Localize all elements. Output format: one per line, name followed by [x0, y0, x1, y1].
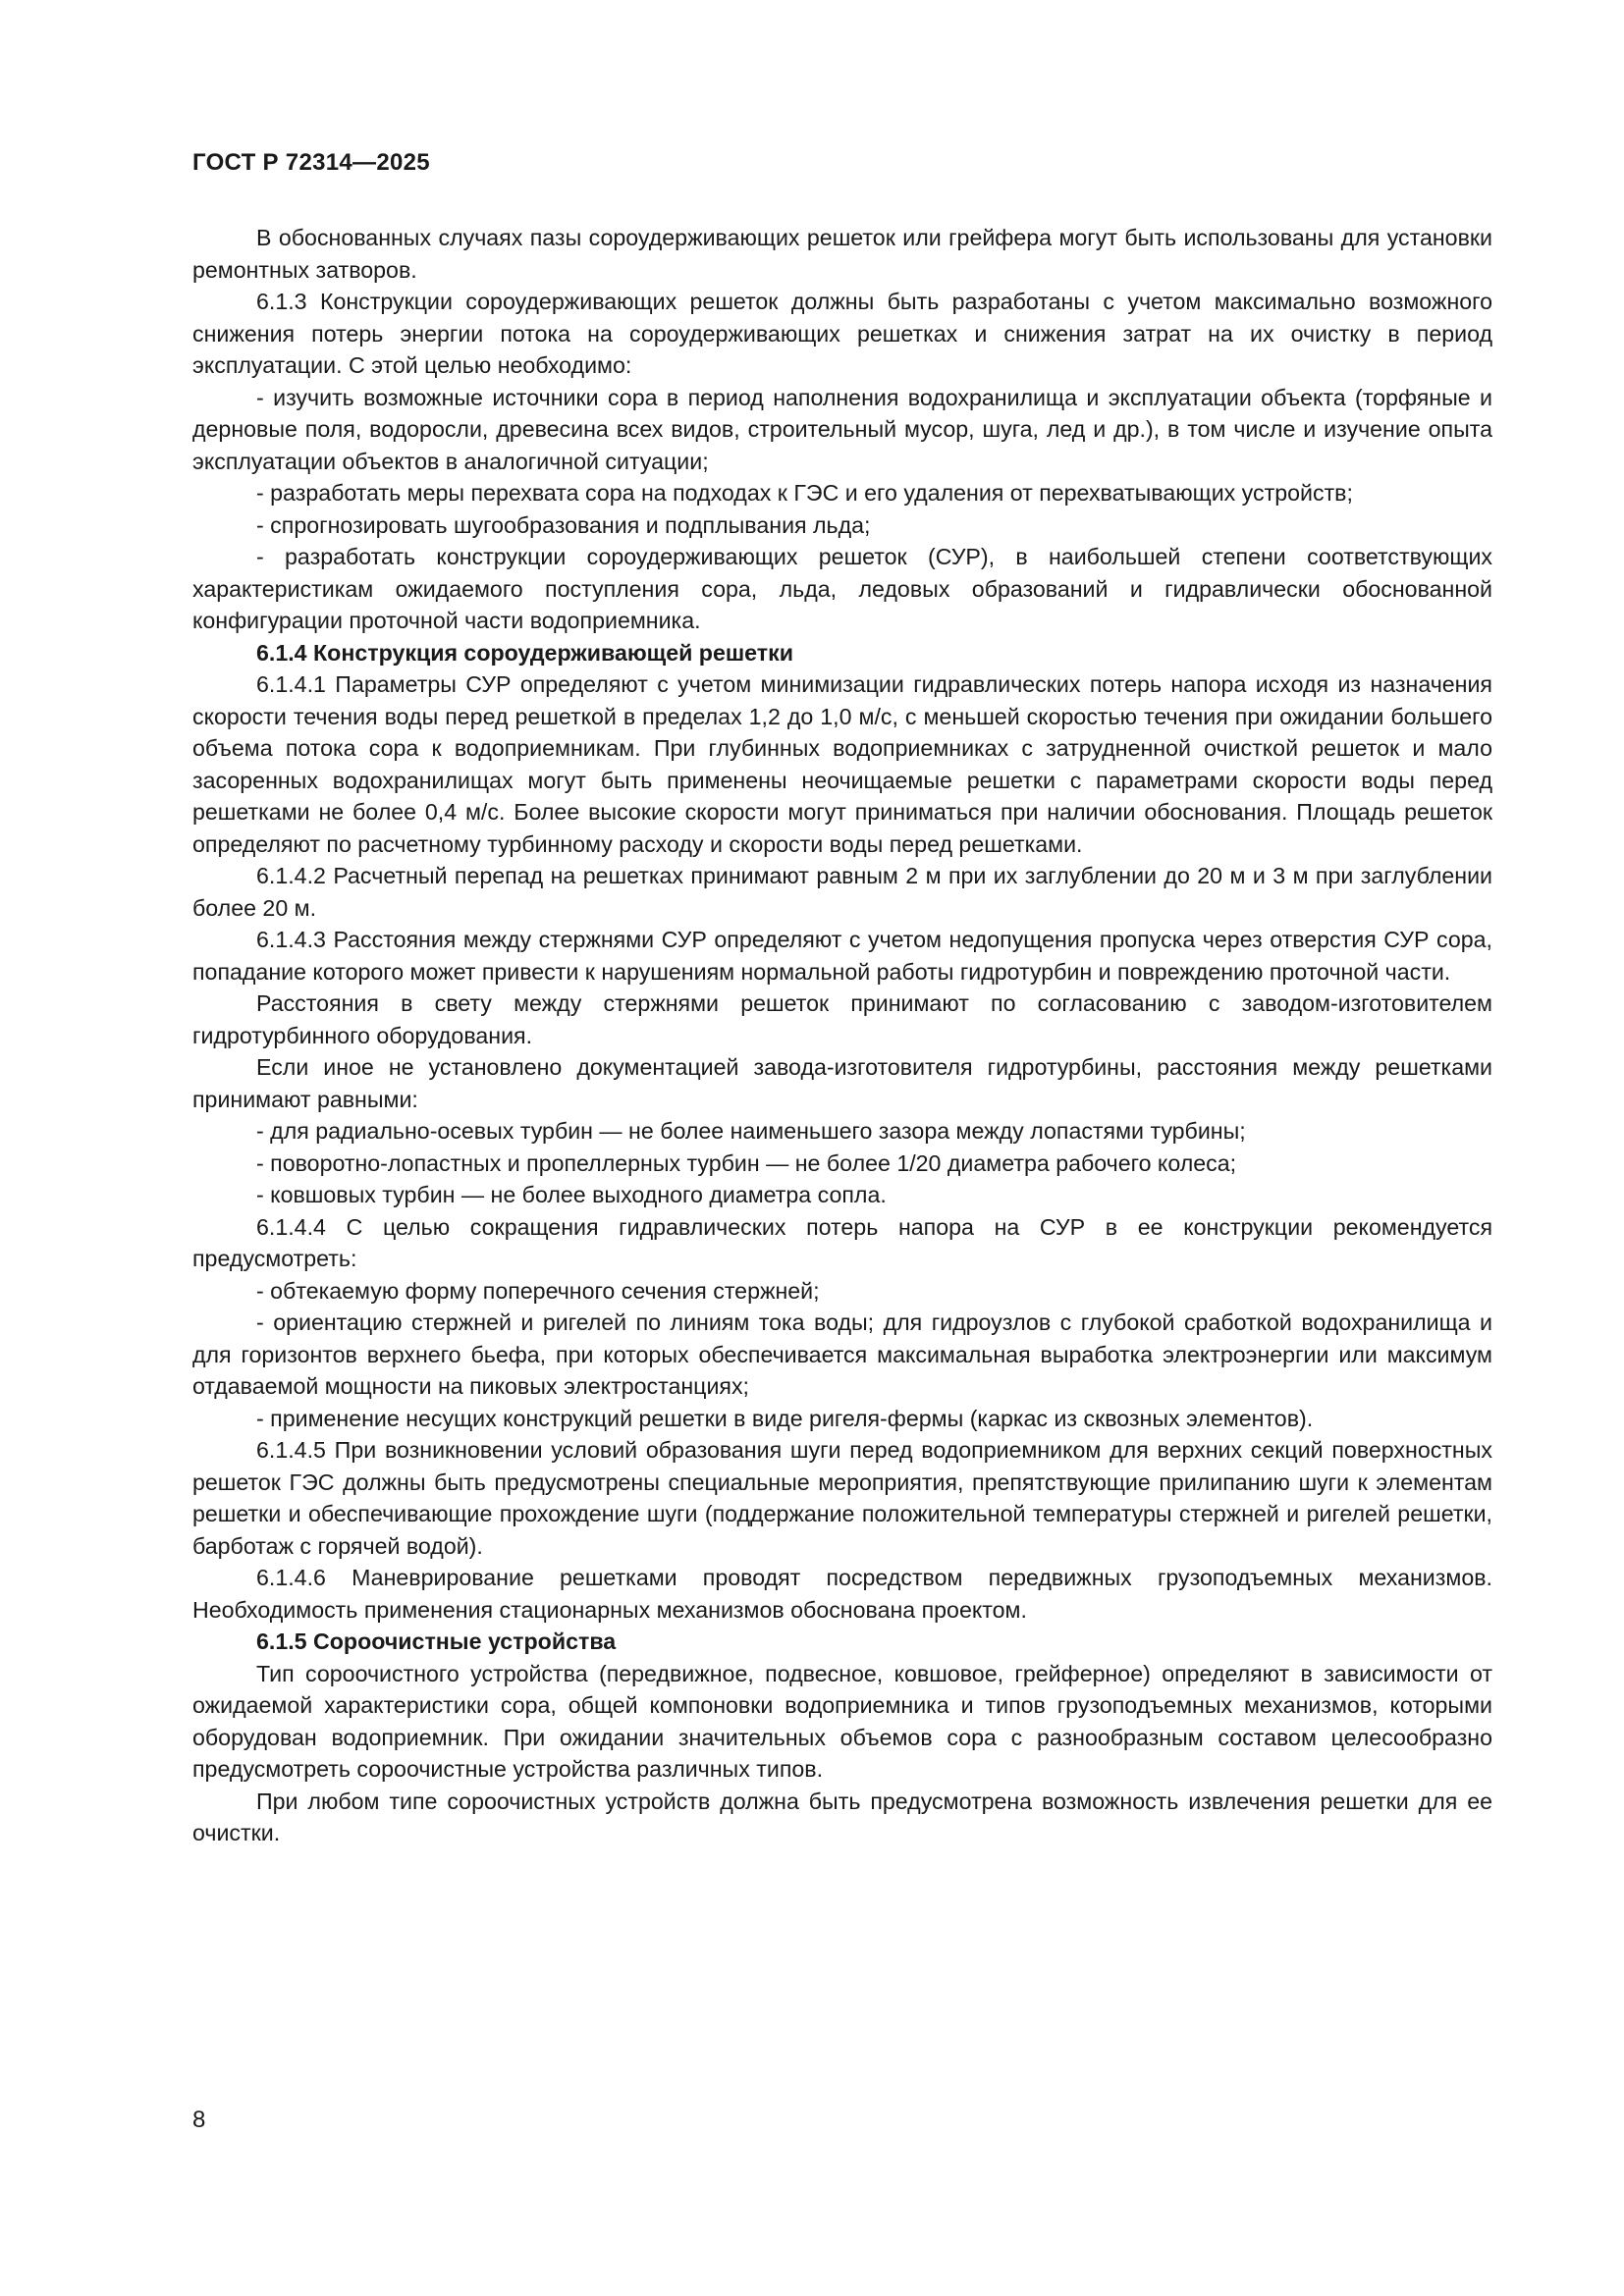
paragraph: Расстояния в свету между стержнями решеток принимают по согласованию с заводом-изготовителем гидротурбинного оборудования. — [192, 990, 1492, 1048]
list-item: - обтекаемую форму поперечного сечения стержней; — [256, 1277, 820, 1304]
paragraph: 6.1.4.3 Расстояния между стержнями СУР определяют с учетом недопущения пропуска через отверстия СУР сора, попадание которого может привести к нарушениям нормальной работы гидротурбин и повреждению проточной части. — [192, 927, 1492, 985]
list-item: - ориентацию стержней и ригелей по линиям тока воды; для гидроузлов с глубокой сработкой водохранилища и для горизонтов верхнего бьефа, при которых обеспечивается максимальная выработка электроэнергии или максимум отдаваемой мощности на пиковых электростанциях; — [192, 1309, 1492, 1399]
paragraph: 6.1.4.6 Маневрирование решетками проводят посредством передвижных грузоподъемных механизмов. Необходимость применения стационарных механизмов обоснована проектом. — [192, 1565, 1492, 1623]
paragraph: 6.1.4.1 Параметры СУР определяют с учетом минимизации гидравлических потерь напора исходя из назначения скорости течения воды перед решеткой в пределах 1,2 до 1,0 м/с, с меньшей скоростью течения при ожидании большего объема потока сора к водоприемникам. При глубинных водоприемниках с затрудненной очисткой решеток и мало засоренных водохранилищах могут быть применены неочищаемые решетки с параметрами скорости воды перед решетками не более 0,4 м/с. Более высокие скорости могут приниматься при наличии обоснования. Площадь решеток определяют по расчетному турбинному расходу и скорости воды перед решетками. — [192, 671, 1492, 857]
list-item: - спрогнозировать шугообразования и подплывания льда; — [256, 511, 871, 538]
document-header: ГОСТ Р 72314—2025 — [192, 149, 430, 176]
page-number: 8 — [192, 2107, 206, 2133]
paragraph: В обоснованных случаях пазы сороудерживающих решеток или грейфера могут быть использованы для установки ремонтных затворов. — [192, 225, 1492, 283]
paragraph: Тип сороочистного устройства (передвижное, подвесное, ковшовое, грейферное) определяют в зависимости от ожидаемой характеристики сора, общей компоновки водоприемника и типов грузоподъемных механизмов, которыми оборудован водоприемник. При ожидании значительных объемов сора с разнообразным составом целесообразно предусмотреть сороочистные устройства различных типов. — [192, 1660, 1492, 1782]
section-heading: 6.1.4 Конструкция сороудерживающей решетки — [256, 639, 793, 666]
paragraph: 6.1.4.5 При возникновении условий образования шуги перед водоприемником для верхних секций поверхностных решеток ГЭС должны быть предусмотрены специальные мероприятия, препятствующие прилипанию шуги к элементам решетки и обеспечивающие прохождение шуги (поддержание положительной температуры стержней и ригелей решетки, барботаж с горячей водой). — [192, 1437, 1492, 1559]
list-item: - применение несущих конструкций решетки в виде ригеля-фермы (каркас из сквозных элементов). — [256, 1405, 1314, 1431]
list-item: - разработать меры перехвата сора на подходах к ГЭС и его удаления от перехватывающих устройств; — [256, 480, 1353, 506]
document-body — [192, 222, 1492, 1849]
paragraph: 6.1.4.2 Расчетный перепад на решетках принимают равным 2 м при их заглублении до 20 м и 3 м при заглублении более 20 м. — [192, 863, 1492, 921]
list-item: - ковшовых турбин — не более выходного диаметра сопла. — [256, 1182, 887, 1207]
list-item: - разработать конструкции сороудерживающих решеток (СУР), в наибольшей степени соответствующих характеристикам ожидаемого поступления сора, льда, ледовых образований и гидравлически обоснованной конфигурации проточной части водоприемника. — [192, 544, 1492, 633]
paragraph: 6.1.4.4 С целью сокращения гидравлических потерь напора на СУР в ее конструкции рекомендуется предусмотреть: — [192, 1213, 1492, 1271]
list-item: - изучить возможные источники сора в период наполнения водохранилища и эксплуатации объекта (торфяные и дерновые поля, водоросли, древесина всех видов, строительный мусор, шуга, лед и др.), в том числе и изучение опыта эксплуатации объектов в аналогичной ситуации; — [192, 384, 1492, 474]
paragraph: При любом типе сороочистных устройств должна быть предусмотрена возможность извлечения решетки для ее очистки. — [192, 1788, 1492, 1845]
list-item: - для радиально-осевых турбин — не более наименьшего зазора между лопастями турбины; — [256, 1118, 1246, 1144]
section-heading: 6.1.5 Сороочистные устройства — [256, 1629, 617, 1654]
list-item: - поворотно-лопастных и пропеллерных турбин — не более 1/20 диаметра рабочего колеса; — [256, 1149, 1237, 1176]
paragraph: 6.1.3 Конструкции сороудерживающих решеток должны быть разработаны с учетом максимально возможного снижения потерь энергии потока на сороудерживающих решетках и снижения затрат на их очистку в период эксплуатации. С этой целью необходимо: — [192, 289, 1492, 378]
paragraph: Если иное не установлено документацией завода-изготовителя гидротурбины, расстояния между решетками принимают равными: — [192, 1054, 1492, 1112]
